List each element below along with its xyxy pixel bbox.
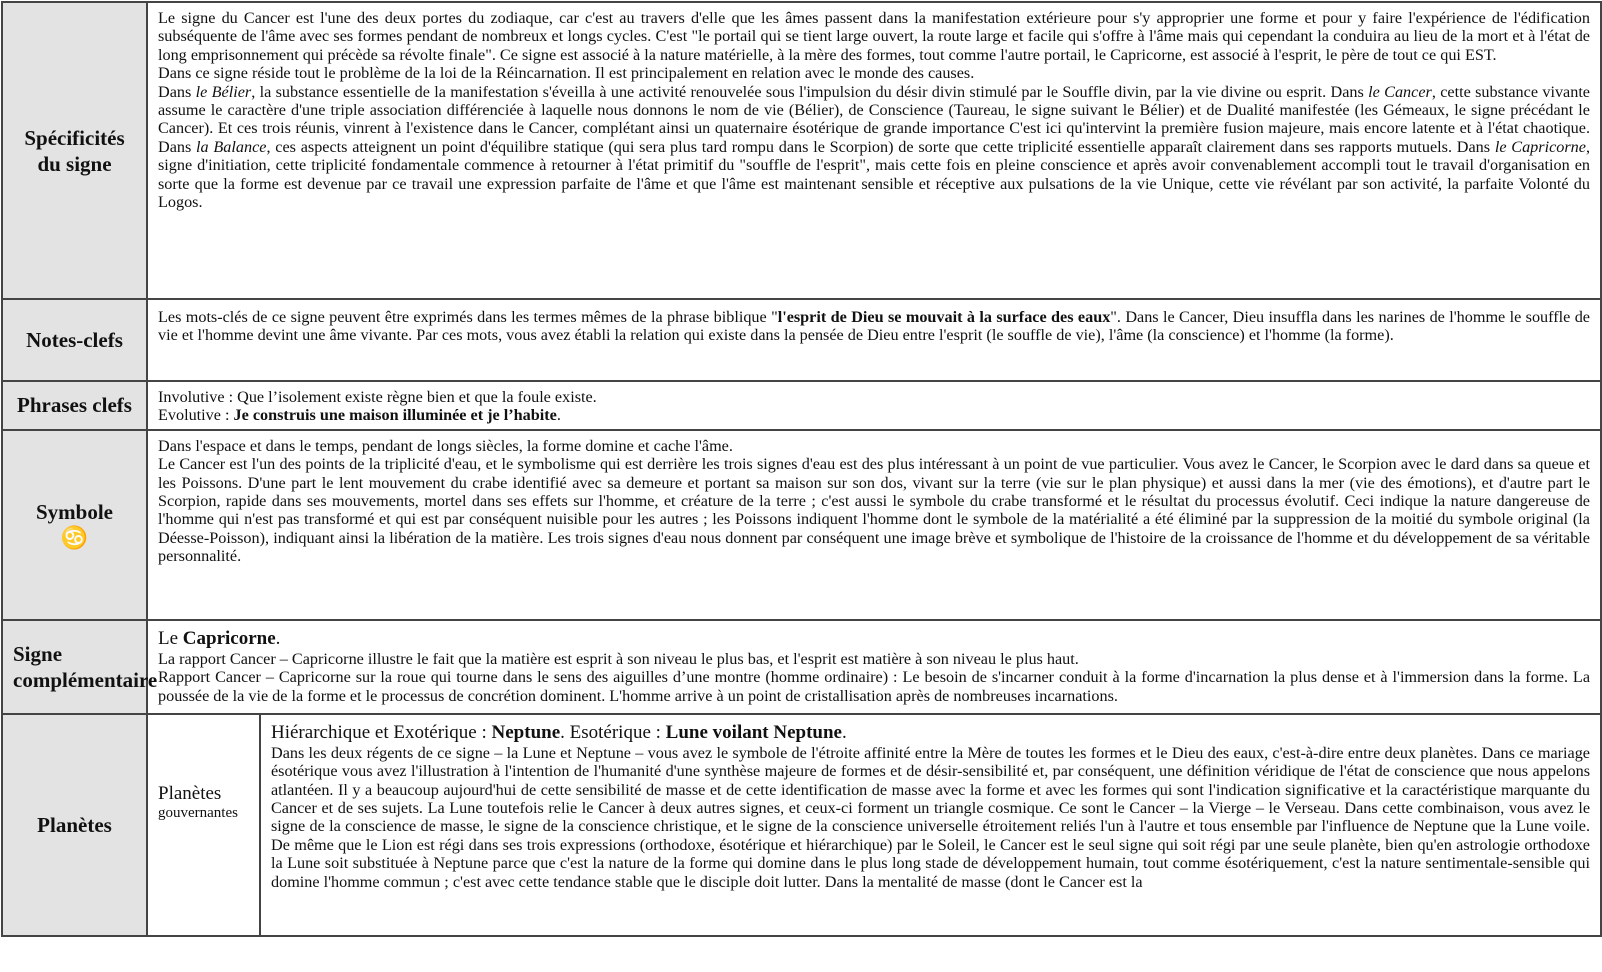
content-symbole — [147, 430, 1601, 620]
content-signe-complementaire — [147, 620, 1601, 714]
text-run: , ces aspects atteignent un point d'équilibre statique (qui sera plus tard rompu dans le Scorpion) de sorte que cette triplicité essentielle apparaît clairement dans ses rapports mutuels. Dans — [266, 137, 1495, 156]
notes-clefs-paragraph — [158, 308, 1590, 345]
text-run: Le — [158, 627, 183, 649]
content-specificites — [147, 2, 1601, 299]
text-run: . Esotérique : — [560, 721, 666, 743]
bold-sign-name: Capricorne — [182, 627, 276, 649]
italic-term-balance: la Balance — [196, 137, 267, 156]
planetes-rulers-line — [271, 721, 1590, 744]
complementaire-paragraph-3: Rapport Cancer – Capricorne sur la roue qui tourne dans le sens des aiguilles d’une montre (homme ordinaire) : Le besoin de s'incarner conduit à la forme d'incarnation la plus dense et à l'immersion dans la forme. La poussée de la vie de la forme et le processus de concrétion dominent. L'homme arrive à un point de cristallisation après de nombreuses incarnations. — [158, 668, 1590, 705]
label-signe-complementaire — [2, 620, 158, 714]
specificites-paragraph-3 — [158, 83, 1590, 212]
row-notes-clefs — [2, 299, 1601, 381]
cancer-glyph-icon: ♋ — [60, 524, 89, 550]
sublabel-gouvernantes-text: gouvernantes — [158, 804, 238, 821]
label-planetes — [2, 714, 147, 936]
label-notes-clefs — [2, 299, 147, 381]
astrology-sign-table — [1, 1, 1602, 937]
bold-phrase: Je construis une maison illuminée et je l’habite — [233, 406, 557, 425]
text-run: Dans — [158, 82, 196, 101]
label-signe-complementaire-text: Signe complémentaire — [13, 641, 158, 692]
planetes-paragraph: Dans les deux régents de ce signe – la Lune et Neptune – vous avez le symbole de l'étroite affinité entre la Mère de toutes les formes et le Dieu des eaux, c'est-à-dire entre deux planètes. Dans ce mariage ésotérique vous avez l'illustration à l'intention de l'humanité d'une synthèse majeure de formes et de désir-sensibilité et, par conséquent, une définition véridique de l'état de conscience que nous appelons atlantéen. Il y a beaucoup aujourd'hui de cette sensibilité de masse et de cette identification de masse avec la forme et avec les formes qui sont l'indication significative et la caractéristique marquante du Cancer et de ses sujets. La Lune toutefois relie le Cancer à deux autres signes, et ceux-ci forment un triangle cosmique. Ce sont le Cancer – la Vierge – le Verseau. Dans cette combinaison, vous avez le signe de la conscience de masse, le signe de la conscience christique, et le signe de la conscience universelle étroitement reliés l'un à l'autre et tous ensemble par l'influence de Neptune que la Lune voile. De même que le Lion est régi dans ses trois expressions (orthodoxe, ésotérique et hiérarchique) par le Soleil, le Cancer est le seul signe qui soit régi par une seule planète, bien qu'en astrologie orthodoxe la Lune soit substituée à Neptune parce que c'est la nature de la forme qui domine dans le plus long stade de développement humain, tout comme ésotériquement, c'est la nature sentimentale-sensible qui domine l'homme commun ; c'est avec cette tendance stable que le disciple doit lutter. Dans la mentalité de masse (dont le Cancer est la — [271, 743, 1590, 891]
bold-quote: l'esprit de Dieu se mouvait à la surface des eaux — [777, 308, 1111, 326]
complementaire-paragraph-2: La rapport Cancer – Capricorne illustre le fait que la matière est esprit à son niveau le plus bas, et l'esprit est matière à son niveau le plus haut. — [158, 649, 1079, 668]
label-notes-clefs-text: Notes-clefs — [26, 328, 123, 352]
text-run: , signe d'initiation, cette triplicité fondamentale commence à retourner à l'état primitif du "souffle de l'esprit", mais cette fois en pleine conscience et après avoir convenablement accompli tout le travail d'organisation en sorte que la forme est devenue par ce travail une expression parfaite de l'âme et que l'âme est maintenant sensible et réceptive aux pulsations de la vie Unique, cette vie révélant par son activité, la parfaite Volonté du Logos. — [158, 137, 1590, 212]
specificites-paragraph-1: Le signe du Cancer est l'une des deux portes du zodiaque, car c'est au travers d'elle que les âmes passent dans la manifestation extérieure pour s'y approprier une forme et pour y faire l'expérience de l'édification subséquente de l'âme avec ses formes pendant de nombreux et longs cycles. C'est "le portail qui se tient large ouvert, la route large et facile qui s'offre à l'âme mais qui cependant la conduira au lieu de la mort et à l'état de long emprisonnement qui précède sa révolte finale". Ce signe est associé à la nature matérielle, à la mère des formes, tout comme l'autre portail, le Capricorne, est associé à l'esprit, le père de tout ce qui EST. — [158, 9, 1590, 64]
row-specificites — [2, 2, 1601, 299]
text-run: Les mots-clés de ce signe peuvent être exprimés dans les termes mêmes de la phrase biblique " — [158, 308, 778, 326]
italic-term-belier: le Bélier — [195, 82, 252, 101]
text-run: ". Dans le Cancer, Dieu insuffla dans les narines de l'homme le souffle de vie et l'homme devint une âme vivante. Par ces mots, vous avez établi la relation qui existe dans la pensée de Dieu entre l'esprit (le souffle de vie), l'âme (la conscience) et l'homme (la forme). — [158, 308, 1590, 345]
specificites-paragraph-2: Dans ce signe réside tout le problème de la loi de la Réincarnation. Il est principalement en relation avec le monde des causes. — [158, 64, 975, 83]
sublabel-planetes-text: Planètes — [158, 782, 222, 804]
italic-term-cancer: le Cancer — [1368, 82, 1432, 101]
phrase-involutive: Involutive : Que l’isolement existe règne bien et que la foule existe. — [158, 388, 597, 406]
symbole-paragraph-1: Dans l'espace et dans le temps, pendant de longs siècles, la forme domine et cache l'âme. — [158, 436, 733, 455]
row-planetes — [2, 714, 1601, 936]
text-run: Hiérarchique et Exotérique : — [271, 721, 492, 743]
label-phrases-clefs — [2, 381, 147, 430]
row-symbole — [2, 430, 1601, 620]
row-signe-complementaire — [2, 620, 1601, 714]
content-planetes — [260, 714, 1601, 936]
bold-planet-lune: Lune voilant Neptune — [665, 721, 842, 743]
complementaire-title — [158, 627, 1590, 650]
italic-term-capricorne: le Capricorne — [1494, 137, 1586, 156]
content-notes-clefs — [147, 299, 1601, 381]
row-phrases-clefs — [2, 381, 1601, 430]
phrase-evolutive — [158, 406, 1590, 424]
text-run: . — [841, 721, 847, 743]
label-phrases-clefs-text: Phrases clefs — [17, 393, 132, 418]
label-planetes-text: Planètes — [37, 812, 112, 837]
text-run: , cette substance vivante assume le caractère d'une triple association différenciée à laquelle nous donnons le nom de vie (Bélier), de Conscience (Taureau, le signe suivant le Bélier) et de Dualité manifestée (les Gémeaux, le signe précédant le Cancer). Et ces trois réunis, vinrent à l'existence dans le Cancer, complétant ainsi un quaternaire ésotérique de grande importance C'est ici qu'intervint la première fusion majeure, mais encore latente et à l'état chaotique. Dans — [158, 82, 1590, 156]
sublabel-planetes-gouvernantes — [147, 714, 260, 936]
label-specificites — [2, 2, 147, 299]
text-run: , la substance essentielle de la manifestation s'éveilla à une activité renouvelée sous l'impulsion du désir divin stimulé par le Souffle divin, par la vie divine ou esprit. Dans — [251, 82, 1369, 101]
label-specificites-text: Spécificités du signe — [24, 125, 125, 176]
content-phrases-clefs — [147, 381, 1601, 430]
label-symbole — [2, 430, 147, 620]
text-run: Evolutive : — [158, 406, 234, 425]
bold-planet-neptune: Neptune — [491, 721, 561, 743]
text-run: . — [275, 627, 281, 649]
symbole-paragraph-2: Le Cancer est l'un des points de la triplicité d'eau, et le symbolisme qui est derrière les trois signes d'eau est des plus intéressant à un point de vue particulier. Vous avez le Cancer, le Scorpion avec le dard dans sa queue et les Poissons. D'une part le lent mouvement du crabe identifié avec sa demeure et portant sa maison sur son dos, vivant sur la terre (vie sur le plan physique) et aussi dans la mer (vie des émotions), et d'autre part le Scorpion, rapide dans ses mouvements, mortel dans ses effets sur l'homme, et créature de la terre ; c'est aussi le symbole du crabe transformé et le résultat du processus évolutif. Ceci indique la nature dangereuse de l'homme qui n'est pas transformé et qui est par conséquent nuisible pour les autres ; les Poissons indiquent l'homme dont le symbole de la matérialité a été éliminé par la suppression de la moitié du symbole original (la Déesse-Poisson), indiquant ainsi la libération de la matière. Les trois signes d'eau nous donnent par conséquent une image brève et symbolique de l'histoire de la croissance de l'homme et du développement de sa véritable personnalité. — [158, 455, 1590, 566]
label-symbole-text: Symbole — [35, 499, 113, 524]
text-run: . — [556, 406, 561, 425]
